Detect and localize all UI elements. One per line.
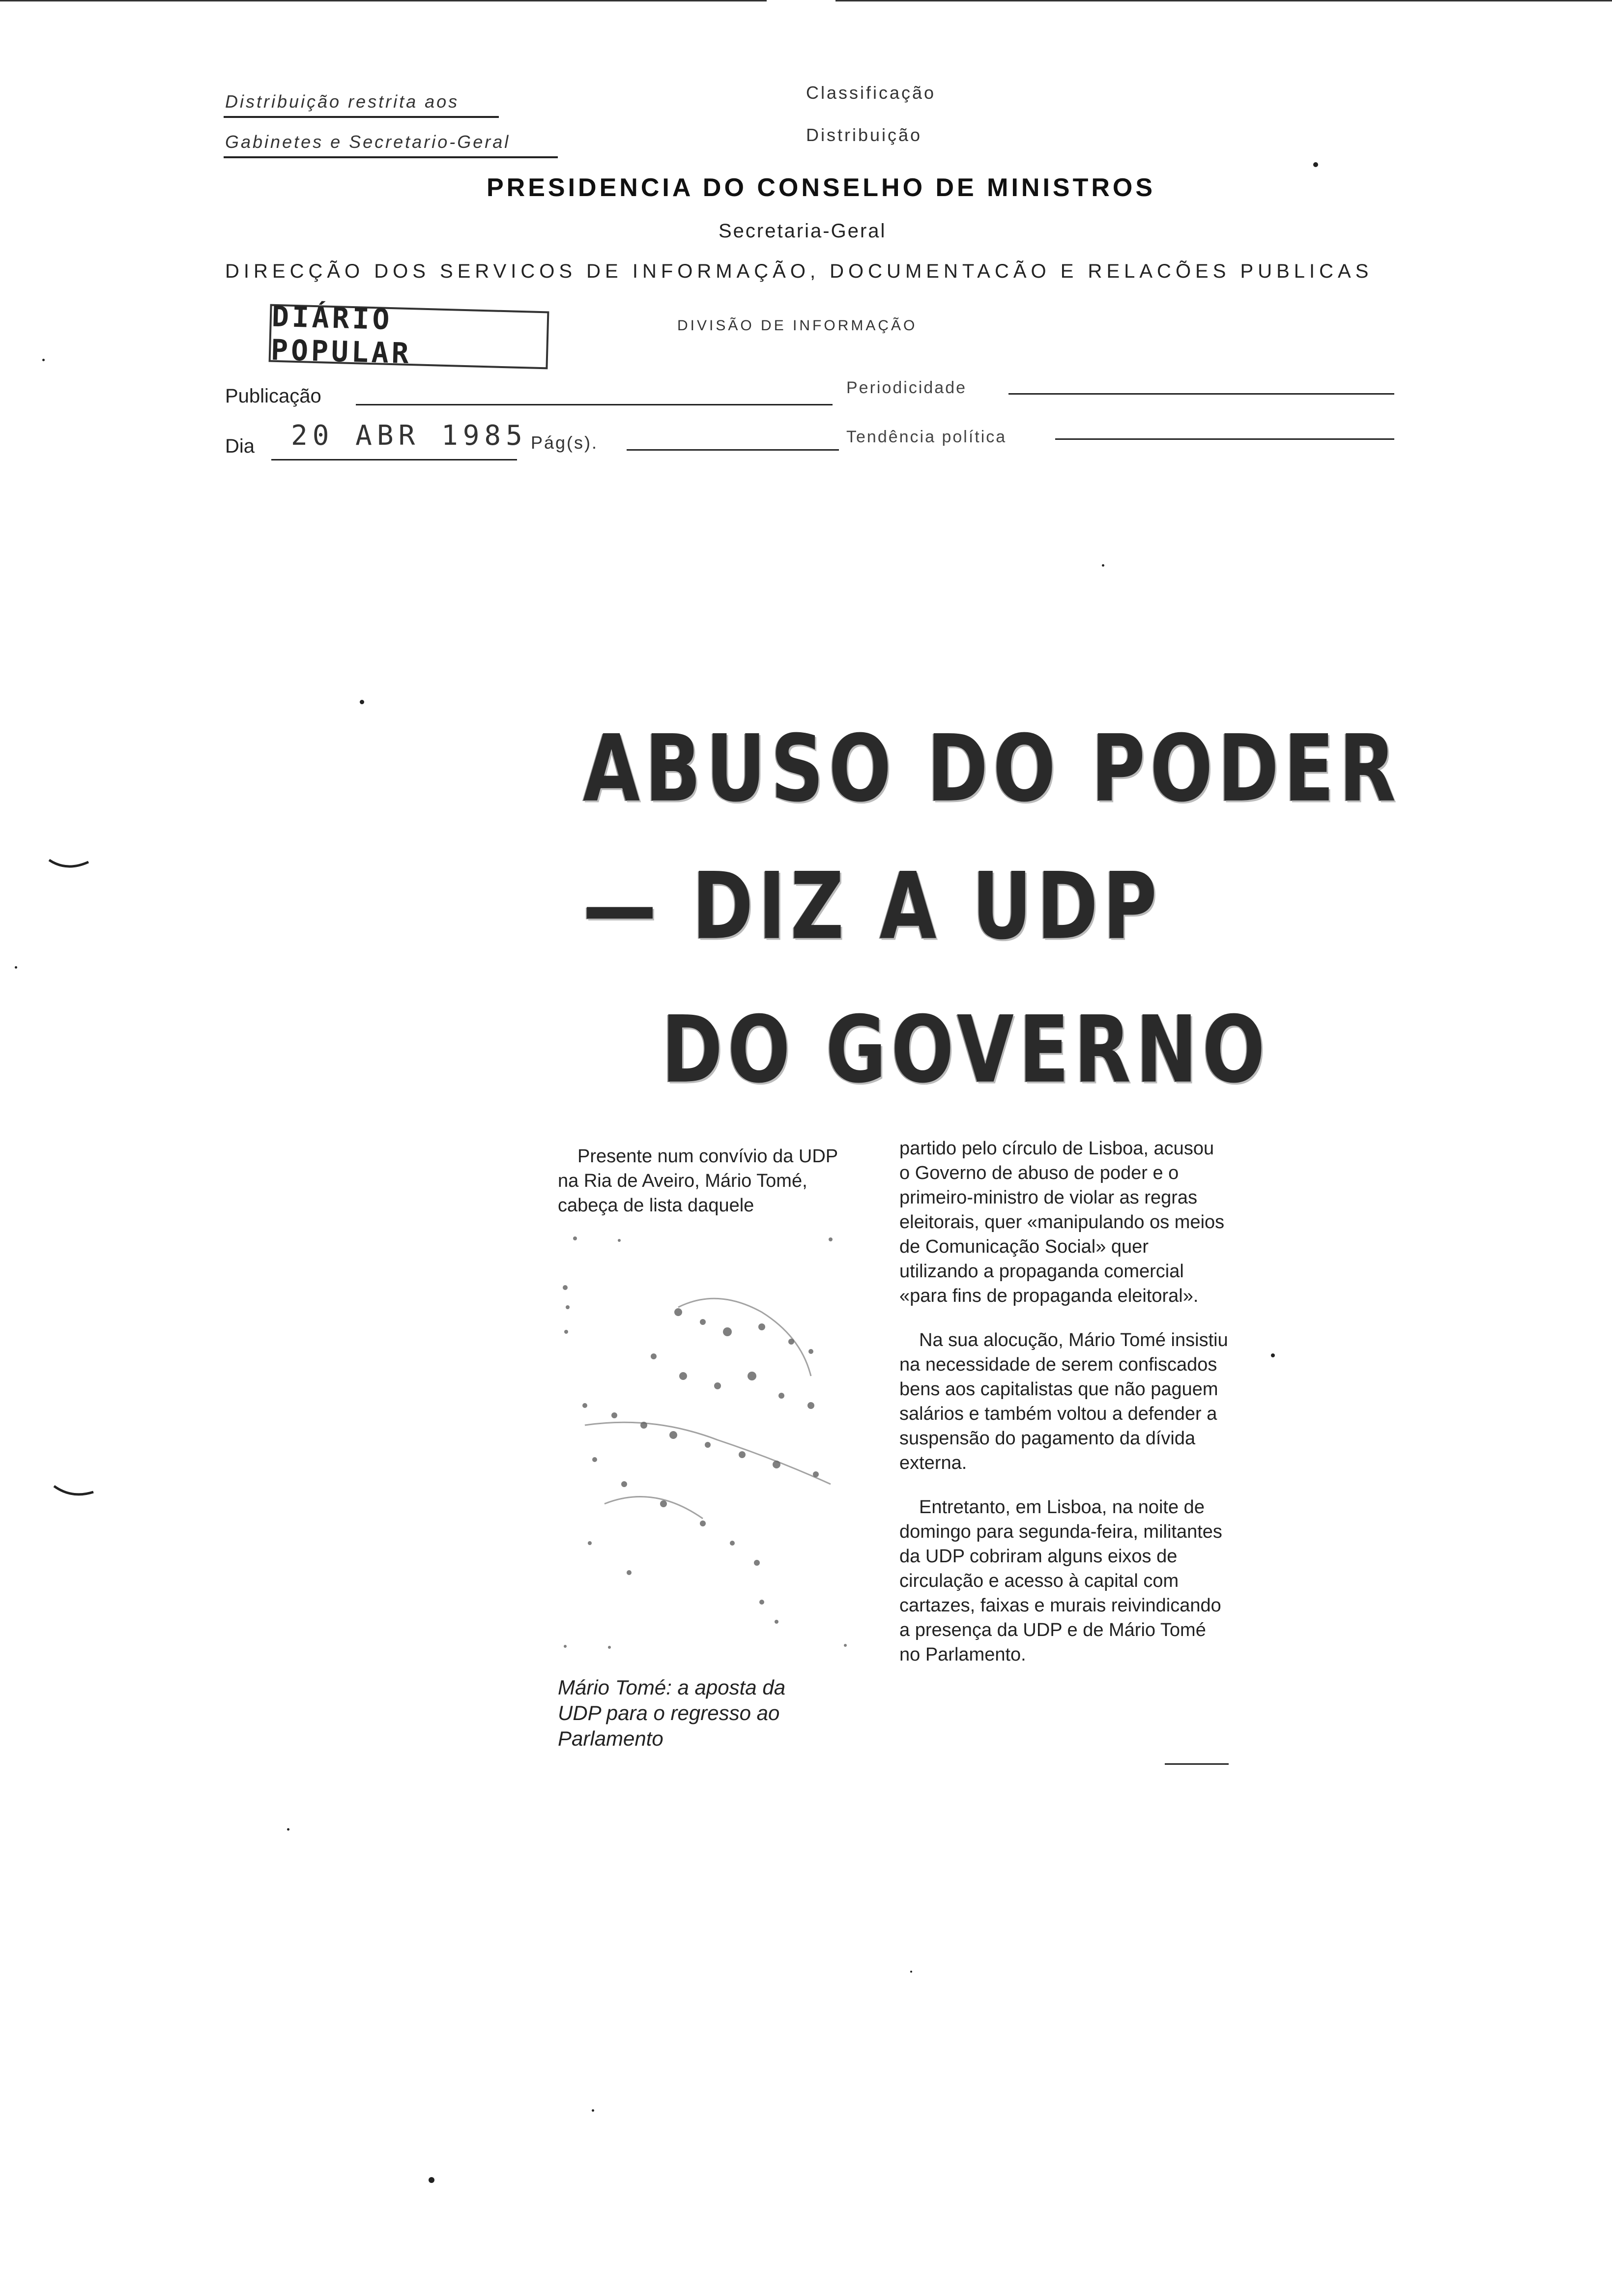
restriction-line-2: Gabinetes e Secretario-Geral	[225, 132, 511, 152]
scan-edge-line	[835, 0, 1612, 1]
headline-line-1: ABUSO DO PODER	[583, 716, 1401, 823]
restriction-underline	[224, 116, 499, 118]
article-paragraph: Na sua alocução, Mário Tomé insistiu na necessidade de serem confiscados bens aos capitalistas que não paguem salários e também voltou a defender a suspensão do pagamento da dívida externa.	[899, 1330, 1228, 1473]
scan-speck	[15, 966, 17, 969]
scan-speck	[1102, 564, 1104, 567]
scan-speck	[42, 359, 45, 361]
headline-line-2: — DIZ A UDP	[583, 853, 1162, 960]
pags-label: Pág(s).	[531, 432, 599, 453]
dia-field-line	[271, 459, 517, 460]
article-end-rule	[1165, 1763, 1229, 1765]
punch-hole-mark	[47, 855, 91, 875]
restriction-line-1: Distribuição restrita aos	[225, 91, 460, 112]
photo-mario-tome	[555, 1229, 870, 1656]
dia-label: Dia	[225, 435, 255, 457]
article-left-column	[558, 1144, 863, 1237]
secretaria-geral: Secretaria-Geral	[719, 220, 887, 242]
divisao-informacao: DIVISÃO DE INFORMAÇÃO	[677, 317, 918, 334]
scan-speck	[287, 1828, 289, 1831]
publication-stamp	[269, 299, 549, 371]
scan-speck	[1271, 1353, 1275, 1357]
article-paragraph: Presente num convívio da UDP na Ria de Aveiro, Mário Tomé, cabeça de lista daquele	[558, 1146, 838, 1216]
stamp-text: DIÁRIO POPULAR	[270, 299, 412, 371]
scan-edge-line	[0, 0, 767, 1]
dia-value: 20 ABR 1985	[291, 420, 527, 452]
scan-speck	[910, 1971, 912, 1973]
punch-hole-mark	[52, 1482, 96, 1502]
publicacao-field-line	[356, 404, 833, 405]
article-paragraph: partido pelo círculo de Lisboa, acusou o Governo de abuso de poder e o primeiro-ministro de violar as regras eleitorais, quer «manipulando os meios de Comunicação Social» quer utilizando a propaganda comercial «para fins de propaganda eleitoral».	[899, 1138, 1225, 1306]
article-paragraph: Entretanto, em Lisboa, na noite de domingo para segunda-feira, militantes da UDP cobriram alguns eixos de circulação e acesso à capital com cartazes, faixas e murais reivindicando a presença da UDP e de Mário Tomé no Parlamento.	[899, 1497, 1222, 1665]
tendencia-label: Tendência política	[846, 428, 1007, 446]
scan-speck	[360, 700, 364, 704]
distribuicao-label: Distribuição	[806, 125, 922, 145]
direccao-line: DIRECÇÃO DOS SERVICOS DE INFORMAÇÃO, DOCUMENTACÃO E RELACÕES PUBLICAS	[225, 260, 1373, 282]
tendencia-field-line	[1055, 438, 1394, 440]
pags-field-line	[627, 449, 839, 451]
page-title: PRESIDENCIA DO CONSELHO DE MINISTROS	[487, 173, 1156, 202]
scan-speck	[429, 2177, 434, 2183]
headline-line-3: DO GOVERNO	[662, 997, 1270, 1104]
restriction-underline	[224, 156, 558, 158]
classificacao-label: Classificação	[806, 83, 936, 103]
scan-speck	[1313, 162, 1318, 167]
publicacao-label: Publicação	[225, 385, 321, 407]
periodicidade-label: Periodicidade	[846, 378, 967, 397]
article-right-column	[899, 1136, 1229, 1687]
photo-caption: Mário Tomé: a aposta da UDP para o regresso ao Parlamento	[558, 1676, 786, 1750]
scan-speck	[592, 2109, 594, 2112]
periodicidade-field-line	[1008, 393, 1394, 395]
